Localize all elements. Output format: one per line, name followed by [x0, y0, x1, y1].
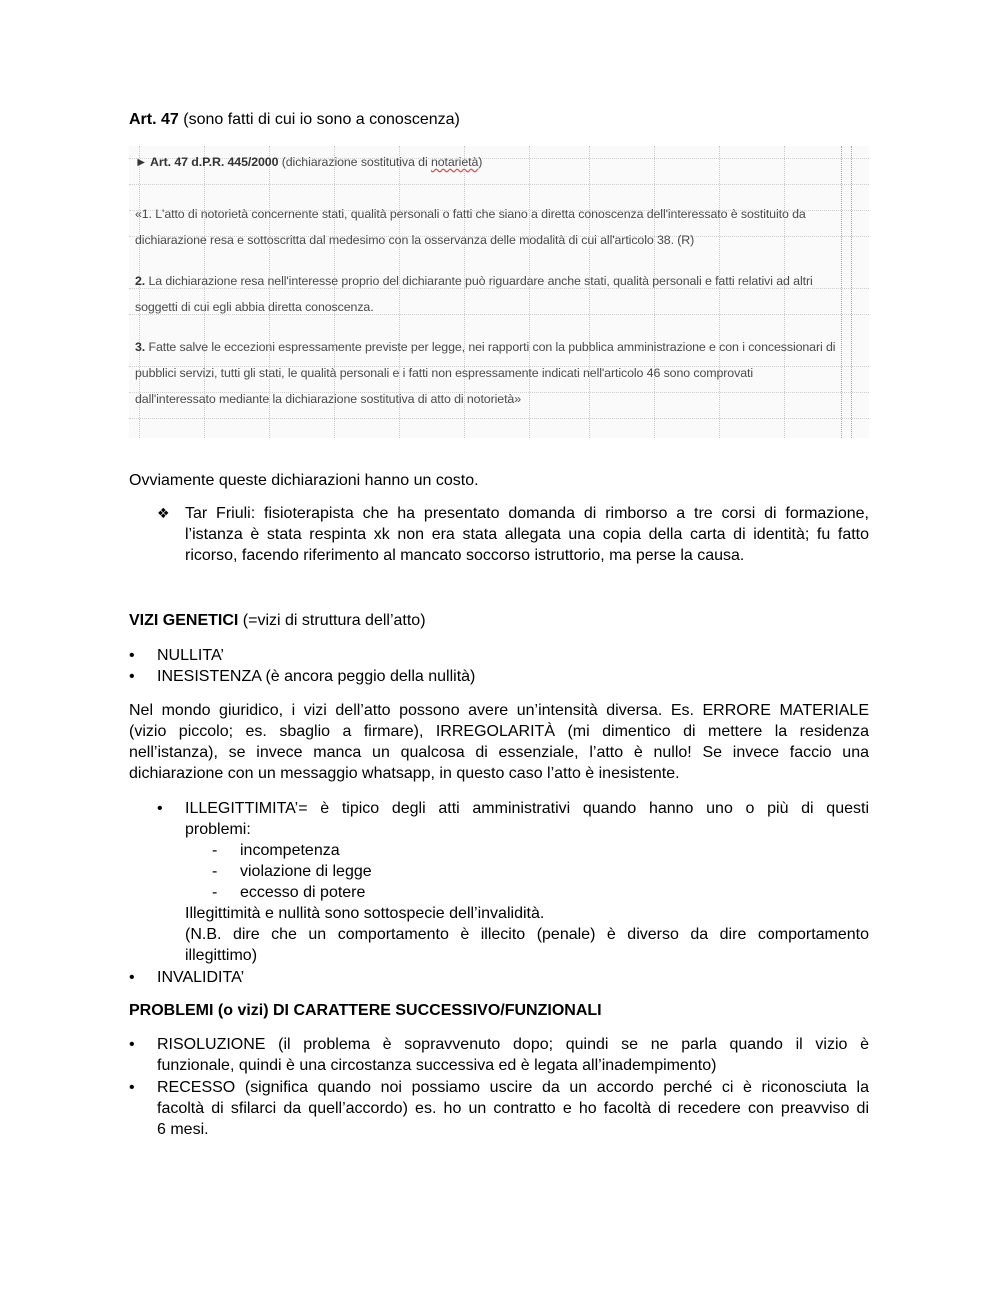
illegittimita-line2: problemi: — [185, 821, 251, 838]
mondo-paragraph — [129, 700, 869, 784]
art47-label: Art. 47 — [129, 111, 179, 128]
excerpt-p3-line3: dall'interessato mediante la dichiarazione sostitutiva di atto di notorietà» — [135, 392, 521, 406]
art47-note: (sono fatti di cui io sono a conoscenza) — [178, 111, 460, 128]
illegittimita-note1: Illegittimità e nullità sono sottospecie dell’invalidità. — [185, 905, 545, 922]
list-item — [185, 882, 869, 903]
list-item — [129, 645, 869, 666]
bullet-icon: • — [129, 1036, 135, 1053]
mondo-line4: dichiarazione con un messaggio whatsapp, in questo caso l’atto è inesistente. — [129, 765, 680, 782]
dash-icon: - — [212, 884, 218, 901]
tar-line2: l’istanza è stata respinta xk non era stata allegata una copia della carta di identità; fu fatto — [185, 526, 869, 543]
mondo-line1: Nel mondo giuridico, i vizi dell’atto possono avere un’intensità diversa. Es. ERRORE MATERIALE — [129, 702, 869, 719]
illegittimita-note2-line1: (N.B. dire che un comportamento è illecito (penale) è diverso da dire comportamento — [185, 926, 869, 943]
list-item-text: eccesso di potere — [240, 884, 366, 901]
list-item-text: INESISTENZA (è ancora peggio della nullità) — [157, 668, 476, 685]
recesso-line2: facoltà di sfilarci da quell’accordo) es. ho un contratto e ho facoltà di recedere con preavviso di — [157, 1100, 869, 1117]
law-excerpt-image — [129, 146, 869, 438]
excerpt-p2-text: La dichiarazione resa nell'interesse proprio del dichiarante può riguardare anche stati, qualità personali e fatti relativi ad altri — [145, 274, 813, 288]
costo-paragraph: Ovviamente queste dichiarazioni hanno un costo. — [129, 472, 479, 489]
tar-line3: ricorso, facendo riferimento al mancato soccorso istruttorio, ma perse la causa. — [185, 547, 745, 564]
mondo-line3: nell’istanza), se invece manca un qualcosa di essenziale, l’atto è nullo! Se invece faccio una — [129, 744, 869, 761]
excerpt-p1-line1: «1. L'atto di notorietà concernente stati, qualità personali o fatti che siano a diretta conoscenza dell'interessato è sostituito da — [135, 207, 806, 221]
bullet-icon: • — [129, 668, 135, 685]
list-item-text: NULLITA’ — [157, 647, 224, 664]
excerpt-p2-line1 — [135, 268, 869, 294]
recesso-line1: RECESSO (significa quando noi possiamo uscire da un accordo perché ci è riconosciuta la — [157, 1079, 869, 1096]
vizi-genetici-label: VIZI GENETICI — [129, 612, 239, 629]
bullet-icon: • — [157, 800, 163, 817]
list-item-text: INVALIDITA’ — [157, 969, 245, 986]
excerpt-p2-number: 2. — [135, 274, 146, 288]
risoluzione-item — [129, 1034, 869, 1076]
illegittimita-item — [157, 798, 869, 966]
excerpt-title-spellcheck: notarietà — [430, 155, 479, 169]
excerpt-title-ref: ► Art. 47 d.P.R. 445/2000 — [135, 155, 279, 169]
bullet-icon: • — [129, 647, 135, 664]
excerpt-title-desc: (dichiarazione sostitutiva di — [278, 155, 431, 169]
list-item — [185, 840, 869, 861]
excerpt-p1-line2: dichiarazione resa e sottoscritta dal medesimo con la osservanza delle modalità di cui all'articolo 38. (R) — [135, 233, 695, 247]
vizi-list — [129, 645, 869, 687]
risoluzione-line1: RISOLUZIONE (il problema è sopravvenuto dopo; quindi se ne parla quando il vizio è — [157, 1036, 869, 1053]
vizi-genetici-note: (=vizi di struttura dell’atto) — [238, 612, 426, 629]
excerpt-p3-text: Fatte salve le eccezioni espressamente previste per legge, nei rapporti con la pubblica amministrazione e con i concessionari di — [145, 340, 836, 354]
tar-friuli-item — [157, 503, 869, 566]
excerpt-p3-line2: pubblici servizi, tutti gli stati, le qualità personali e i fatti non espressamente indicati nell'articolo 46 sono comprovati — [135, 366, 753, 380]
excerpt-title-end: ) — [478, 155, 483, 169]
list-item-text: violazione di legge — [240, 863, 372, 880]
recesso-line3: 6 mesi. — [157, 1121, 209, 1138]
invalidita-item — [129, 967, 869, 988]
list-item — [129, 666, 869, 687]
list-item-text: incompetenza — [240, 842, 340, 859]
tar-line1: Tar Friuli: fisioterapista che ha presentato domanda di rimborso a tre corsi di formazione, — [185, 505, 869, 522]
list-item — [129, 967, 869, 988]
excerpt-title — [135, 149, 869, 175]
excerpt-p3-number: 3. — [135, 340, 146, 354]
recesso-item — [129, 1077, 869, 1140]
vizi-genetici-heading — [129, 610, 426, 631]
problemi-heading — [129, 1000, 602, 1021]
illegittimita-note2-line2: illegittimo) — [185, 947, 258, 964]
bullet-icon: • — [129, 969, 135, 986]
excerpt-p3-line1 — [135, 334, 869, 360]
dash-icon: - — [212, 842, 218, 859]
problemi-heading-text: PROBLEMI (o vizi) DI CARATTERE SUCCESSIVO/FUNZIONALI — [129, 1002, 602, 1019]
bullet-icon: • — [129, 1079, 135, 1096]
excerpt-p2-line2: soggetti di cui egli abbia diretta conoscenza. — [135, 300, 374, 314]
illegittimita-line1: ILLEGITTIMITA’= è tipico degli atti amministrativi quando hanno uno o più di questi — [185, 800, 869, 817]
mondo-line2: (vizio piccolo; es. sbaglio a firmare), IRREGOLARITÀ (mi dimentico di mettere la residenza — [129, 723, 869, 740]
art47-heading — [129, 109, 460, 130]
dash-icon: - — [212, 863, 218, 880]
list-item — [185, 861, 869, 882]
risoluzione-line2: funzionale, quindi è una circostanza successiva ed è legata all’inadempimento) — [157, 1057, 717, 1074]
diamond-bullet-icon: ❖ — [157, 505, 170, 521]
